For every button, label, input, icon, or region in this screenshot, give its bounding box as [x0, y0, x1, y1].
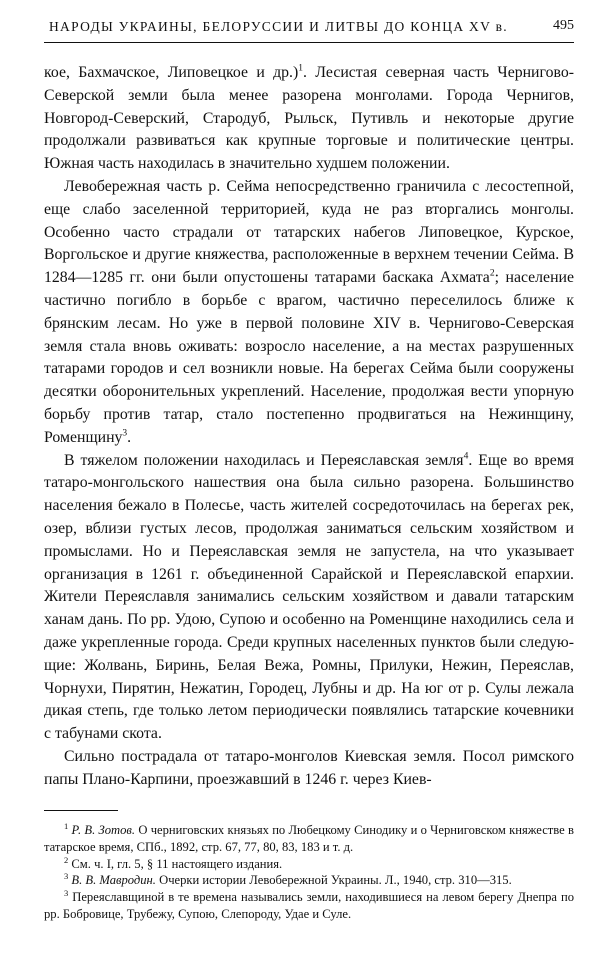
paragraph-4: [44, 746, 574, 792]
footnote-4: [44, 889, 574, 923]
footnote-ref-4: 4: [463, 451, 469, 462]
footnote-ref-2: 2: [489, 268, 495, 279]
footnote-2: [44, 856, 574, 873]
footnote-author: Р. В. Зотов.: [71, 823, 136, 837]
page-number: 495: [553, 18, 574, 33]
running-header-title: НАРОДЫ УКРАИНЫ, БЕЛОРУССИИ И ЛИТВЫ ДО КОНЦА XV в.: [49, 19, 508, 34]
footnote-mark: 2: [64, 854, 69, 865]
footnote-mark: 1: [64, 820, 69, 831]
footnote-mark: 3: [64, 888, 69, 898]
paragraph-2-text-a: Левобережная часть р. Сейма непосредственно граничила с лесостепной, еще слабо заселенной территорией, куда не раз вторгались монголы. Особенно часто страдали от татарских набегов Липовецкое, Курское, Воргольское и другие княжества, расположенные в верхнем течении Сейма. В 1284—1285 гг. они были опустошены татарами баскака Ахмата: [44, 177, 574, 287]
book-page: [44, 0, 574, 958]
paragraph-1: [44, 62, 574, 176]
footnote-divider: [44, 810, 118, 811]
running-header: [44, 16, 574, 43]
footnote-ref-1: 1: [298, 63, 304, 74]
paragraph-4-text-a: Сильно пострадала от татаро-монголов Киевская земля. Посол римского папы Плано-Карпини, проезжавший в 1246 г. через Киев-: [44, 747, 574, 788]
footnote-text: О черниговских князьях по Любецкому Синодику и о Черниговском княжестве в татарское время, СПб., 1892, стр. 67, 77, 80, 83, 183 и т. д.: [44, 823, 574, 854]
paragraph-2: [44, 176, 574, 450]
footnote-mark: 3: [64, 871, 69, 882]
footnote-text: См. ч. I, гл. 5, § 11 настоящего издания.: [68, 856, 283, 871]
footnotes: [44, 822, 574, 923]
footnote-1: [44, 822, 574, 856]
paragraph-3: [44, 450, 574, 746]
paragraph-2-text-c: .: [127, 428, 132, 446]
footnote-author: В. В. Мавродин.: [71, 873, 156, 888]
body-text: [44, 62, 574, 792]
paragraph-3-text-a: В тяжелом положении находилась и Переяславская земля: [64, 451, 464, 469]
footnote-ref-3: 3: [122, 428, 128, 439]
footnote-3: [44, 872, 574, 889]
footnote-text: Переяславщиной в те времена назывались земли, находившиеся на левом берегу Днепра по рр. Бобровице, Трубежу, Супою, Слепороду, Удае и Суле.: [44, 890, 574, 921]
footnote-text: Очерки истории Левобережной Украины. Л., 1940, стр. 310—315.: [155, 873, 512, 888]
paragraph-3-text-b: . Еще во время татаро-монгольского нашествия она была сильно разорена. Большинство населения бежало в Полесье, часть жителей сосредоточилась на берегах рек, озер, вблизи густых лесов, продолжая заниматься сельским хозяйством и промыслами. Но и Переяславская земля не запустела, на что указывает организация в 1261 г. объединенной Сарайской и Переяславской епархии. Жители Переяславля занимались сельским хозяйством и давали татарским ханам дань. По рр. Удою, Супою и особенно на Роменщине находились села и даже укрепленные города. Среди крупных населенных пунктов были следующие: Жолвань, Биринь, Белая Вежа, Ромны, Прилуки, Нежин, Переяслав, Чорнухи, Пирятин, Нежатин, Городец, Лубны и др. На юг от р. Сулы лежала дикая степь, где только летом периодически появлялись татарские кочевники с табунами скота.: [44, 451, 574, 743]
paragraph-1-text-b: . Лесистая северная часть Чернигово-Северской земли была менее разорена монголами. Города Чернигов, Новгород-Северский, Стародуб, Рыльск, Путивль и некоторые другие продолжали развиваться как крупные торговые и политические центры. Южная часть находилась в значительно худшем положении.: [44, 64, 575, 173]
paragraph-1-text-a: кое, Бахмачское, Липовецкое и др.): [44, 64, 299, 81]
paragraph-2-text-b: ; население частично погибло в борьбе с врагом, частично переселилось ближе к брянским лесам. Но уже в первой половине XIV в. Чернигово-Северская земля стала вновь оживать: возросло население, а на местах разрушенных татарами городов и сел возникли новые. На берегах Сейма были сооружены десятки оборонительных укреплений. Население, продолжая вести упорную борьбу против татар, стало постепенно продвигаться на Нежинщину, Роменщину: [44, 269, 574, 446]
